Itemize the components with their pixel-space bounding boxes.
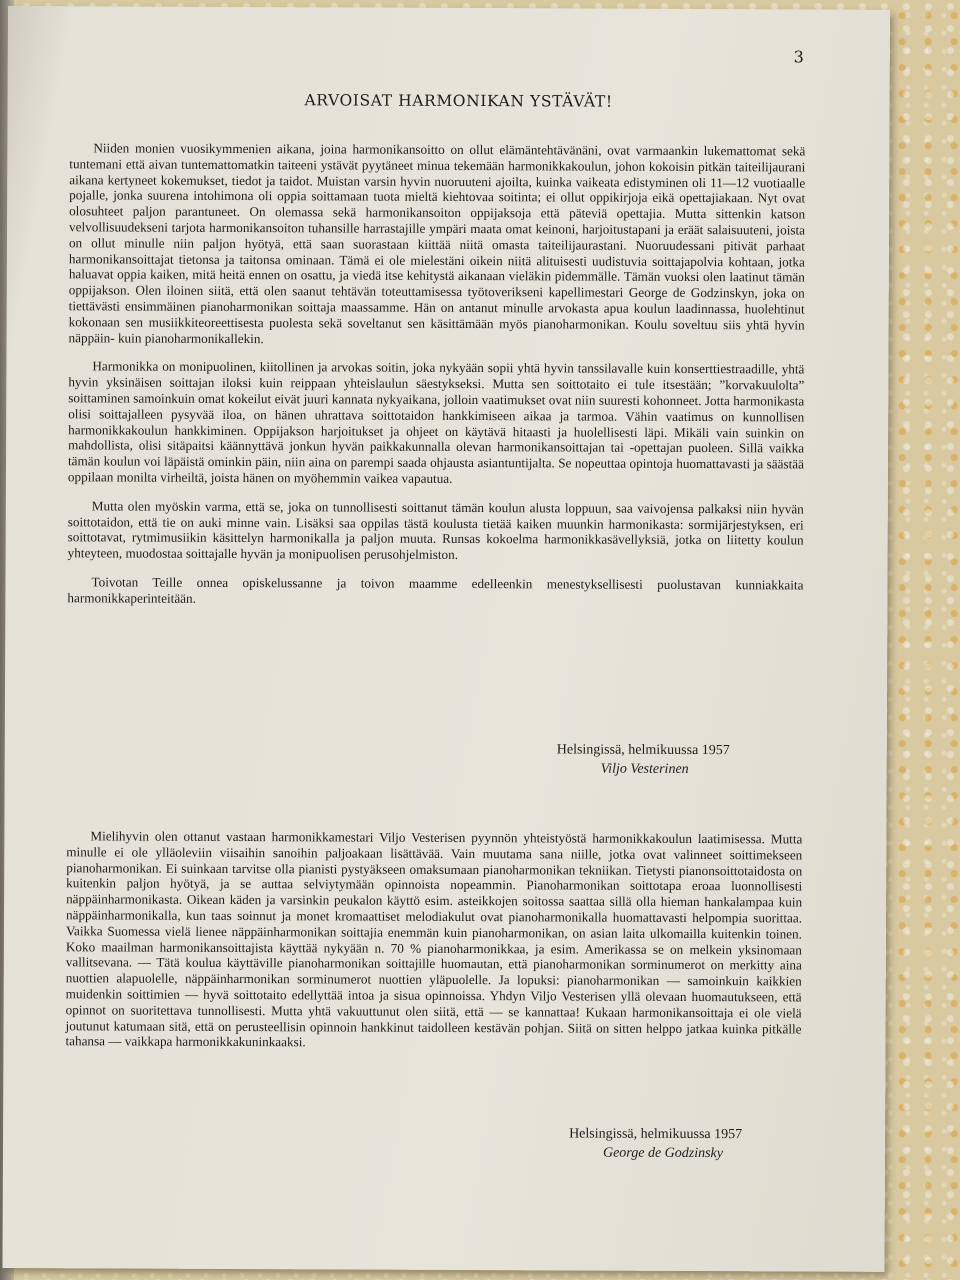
letter-godzinsky — [65, 828, 802, 1052]
signature: Viljo Vesterinen — [600, 761, 689, 777]
place-date: Helsingissä, helmikuussa 1957 — [556, 742, 730, 759]
signoff-godzinsky — [569, 1124, 869, 1163]
paragraph: Harmonikka on monipuolinen, kiitollinen ja arvokas soitin, joka nykyään sopii yhtä hyvin tanssilavalle kuin konserttiestraadille, yhtä hyvin yksinäisen soittajan iloksi kuin reippaan yhteislaulun säestykseksi. Mutta sen soittotaito ei tule itsestään; ”korvakuulolta” soittaminen samoinkuin omat kokeilut eivät juuri kannata nykyaikana, jolloin vaatimukset ovat niin suuresti kohonneet. Jotta harmonikasta olisi soittajalleen pysyvää iloa, on hänen uhrattava soittotaidon hankkimiseen aikaa ja tarmoa. Vähin vaatimus on kunnollisen harmonikkakoulun hankkiminen. Oppijakson harjoitukset ja ohjeet on käytävä hitaasti ja huolellisesti läpi. Mikäli vain suinkin on mahdollista, olisi sitäpaitsi käännyttävä jonkun hyvän paikkakunnalla olevan harmonikansoittajan tai -opettajan puoleen. Sillä vaikka tämän koulun voi läpäistä ominkin päin, niin aina on parempi saada ohjausta asiantuntijalta. Se nopeuttaa opintoja huomattavasti ja säästää oppilaan monilta virheiltä, joista hänen on myöhemmin vaikea vapautua. — [67, 358, 805, 486]
signature: George de Godzinsky — [602, 1145, 724, 1162]
signoff-vesterinen — [557, 740, 857, 779]
paragraph: Toivotan Teille onnea opiskelussanne ja toivon maamme edelleenkin menestyksellisesti puolustavan kunniakkaita harmonikkaperinteitään. — [67, 574, 804, 606]
paragraph: Niiden monien vuosikymmenien aikana, joina harmonikansoitto on ollut elämäntehtävänäni, ovat varmaankin lukemattomat sekä tuntemani että aivan tuntemattomatkin taiteeni ystävät pyytäneet minua tekemään harmonikkakoulun, johon kokoisin pitkän taiteilijaurani aikana kertyneet kokemukset, tiedot ja taidot. Muistan varsin hyvin nuoruuteni ajoilta, kuinka vaikeata edistyminen oli 11—12 vuotiaalle pojalle, jonka suurena intohimona oli oppia soittamaan tuota mieltä kiehtovaa soitinta; ei ollut oppikirjoja eikä opettajiakaan. Nyt ovat olosuhteet paljon parantuneet. On olemassa sekä harmonikansoiton oppijaksoja että päteviä opettajia. Mutta sittenkin katson velvollisuudekseni tarjota harmonikansoiton tuhansille harrastajille ympäri maata omat keinoni, harjoitustapani ja eräät salaisuuteni, joista on ollut minulle niin paljon hyötyä, että saan suorastaan kiittää niitä omasta taiteilijaurastani. Nuoruudessani pitivät parhaat harmonikansoittajat tietonsa ja taitonsa ominaan. Tämä ei ole mielestäni oikein niitä alituisesti uudistuvia soittajapolvia kohtaan, jotka haluavat oppia kaiken, mitä heitä ennen on osattu, ja viedä itse kehitystä aikanaan vieläkin pidemmälle. Tämän vuoksi olen laatinut tämän oppijakson. Olen iloinen siitä, että olen saanut tehtävän toteuttamisessa työtoverikseni kapellimestari George de Godzinskyn, joka on tiettävästi ensimmäinen pianoharmonikan soittaja maassamme. Hän on antanut minulle arvokasta apua koulun laadinnassa, huolehtinut kokonaan sen musiikkiteoreettisesta puolesta sekä soveltanut sen käsittämään myös pianoharmonikan. Koulu soveltuu siis yhtä hyvin näppäin- kuin pianoharmonikallekin. — [68, 140, 806, 346]
paragraph: Mielihyvin olen ottanut vastaan harmonikkamestari Viljo Vesterisen pyynnön yhteistyöstä harmonikkakoulun laatimisessa. Mutta minulle ei ole ylläoleviin viisaihin sanoihin paljoakaan lisättävää. Vain muutama sana niille, jotka ovat valinneet soittimekseen pianoharmonikan. Ei suinkaan tarvitse olla pianisti pystyäkseen omaksumaan pianoharmonikan tekniikan. Tietysti pianonsoittotaidosta on kuitenkin paljon hyötyä, ja se auttaa selviytymään opinnoista nopeammin. Pianoharmonikan soittotapa eroaa luonnollisesti näppäinharmonikasta. Oikean käden ja varsinkin peukalon käyttö esim. asteikkojen soitossa saattaa sillä olla hieman hankalampaa kuin näppäinharmonikalla, kun taas soinnut ja monet kromaattiset melodiakulut ovat pianoharmonikalla huomattavasti helpompia suorittaa. Vaikka Suomessa vielä lienee näppäinharmonikan soittajia enemmän kuin pianoharmonikan, on asian laita ulkomailla kuitenkin toinen. Koko maailman harmonikansoittajista käyttää nykyään n. 70 % pianoharmonikkaa, ja esim. Amerikassa se on melkein yksinomaan vallitsevana. — Tätä koulua käyttäville pianoharmonikan soittajille huomautan, että pianoharmonikan sorminumerot on merkitty aina nuottien alapuolelle, näppäinharmonikan sorminumerot nuottien yläpuolelle. Ja lopuksi: pianoharmonikan — samoinkuin kaikkien muidenkin soittimien — hyvä soittotaito edellyttää intoa ja sisua opinnoissa. Yhdyn Viljo Vesterisen yllä olevaan huomautukseen, että opinnot on suoritettava tunnollisesti. Mutta yhtä vakuuttunut olen siitä, että — se kannattaa! Kukaan harmonikansoittaja ei ole vielä joutunut katumaan sitä, että on perusteellisin opinnoin hankkinut taidolleen kestävän pohjan. Siitä on sitten helppo jatkaa kuinka pitkälle tahansa — vaikkapa harmonikkakuninkaaksi. — [65, 828, 803, 1050]
place-date: Helsingissä, helmikuussa 1957 — [569, 1126, 743, 1143]
letter-vesterinen — [67, 140, 805, 609]
paragraph: Mutta olen myöskin varma, että se, joka on tunnollisesti soittanut tämän koulun alusta loppuun, saa vaivojensa palkaksi niin hyvän soittotaidon, että tie on auki minne vain. Lisäksi saa oppilas tästä koulusta tietää kaiken muunkin harmonikasta: sormijärjestyksen, eri soittotavat, rytmimusiikin käsittelyn harmonikalla ja paljon muuta. Runsas kokoelma harmonikkasävellyksiä, jotka on liitetty koulun yhteyteen, muodostaa soittajalle hyvän ja monipuolisen perusohjelmiston. — [67, 498, 804, 563]
book-page — [2, 6, 889, 1272]
page-number: 3 — [793, 47, 804, 67]
page-heading: ARVOISAT HARMONIKAN YSTÄVÄT! — [304, 91, 613, 111]
